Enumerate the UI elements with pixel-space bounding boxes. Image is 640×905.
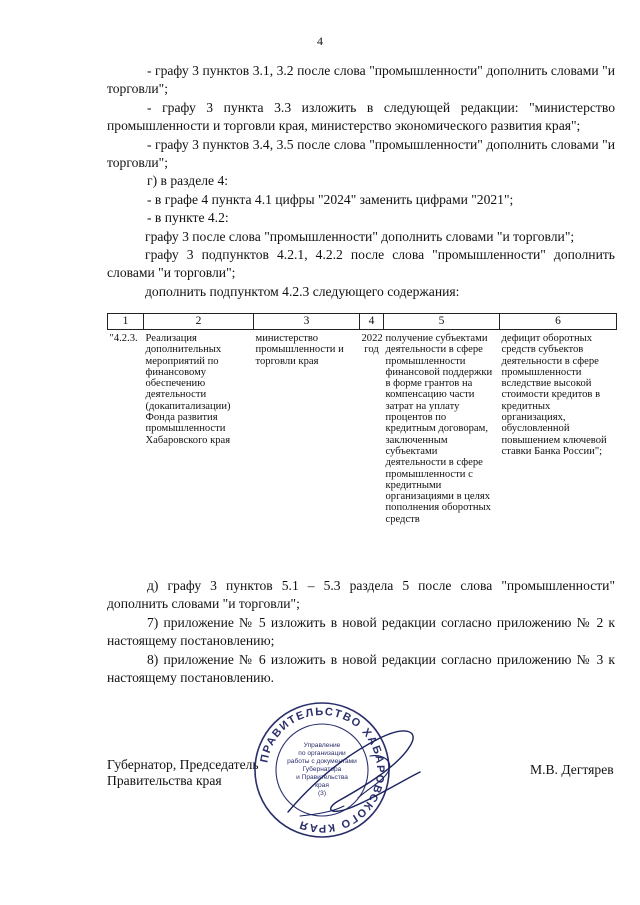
- paragraph-1: - графу 3 пунктов 3.1, 3.2 после слова "промышленности" дополнить словами "и торговли";: [107, 63, 615, 97]
- seal-center-line: края: [315, 782, 329, 789]
- table-header-cell: 3: [254, 314, 360, 330]
- table-cell-year: 2022 год: [361, 333, 383, 356]
- paragraph-6: - в пункте 4.2:: [147, 210, 229, 226]
- seal-center-line: (3): [317, 790, 327, 797]
- seal-center-line: Управление: [303, 742, 341, 749]
- seal-ring-text: ПРАВИТЕЛЬСТВО ХАБАРОВСКОГО КРАЯ: [258, 705, 387, 835]
- amendment-table: [107, 313, 617, 525]
- seal-center-line: работы с документами: [287, 758, 357, 765]
- signatory-name: М.В. Дегтярев: [530, 762, 614, 777]
- table-header-row: [108, 314, 617, 330]
- signatory-title: [107, 757, 259, 788]
- paragraph-2: - графу 3 пункта 3.3 изложить в следующей редакции: "министерство промышленности и торговли края, министерство экономического развития края";: [107, 99, 615, 134]
- handwritten-signature: [270, 716, 440, 836]
- body-text: [107, 62, 615, 301]
- paragraph-d: д) графу 3 пунктов 5.1 – 5.3 раздела 5 после слова "промышленности" дополнить словами "и торговли";: [107, 578, 615, 612]
- paragraph-4: г) в разделе 4:: [147, 173, 229, 189]
- paragraph-8: графу 3 подпунктов 4.2.1, 4.2.2 после слова "промышленности" дополнить словами "и торговли";: [107, 247, 615, 281]
- page-number: 4: [317, 34, 323, 48]
- table-header-cell: 2: [144, 314, 254, 330]
- seal-center-line: по организации: [298, 750, 346, 757]
- table-row: [108, 330, 617, 526]
- signatory-title-line-2: Правительства края: [107, 772, 222, 788]
- closing-text: [107, 577, 615, 687]
- table-cell-measure: Реализация дополнительных мероприятий по финансовому обеспечению деятельности (докапитализации) Фонда развития промышленности Хабаровского края: [145, 333, 231, 446]
- table-cell-result: получение субъектами деятельности в сфере промышленности финансовой поддержки в форме грантов на компенсацию части затрат на уплату процентов по кредитным договорам, заключенным субъектами деятельности в сфере промышленности с кредитными организациями в целях пополнения оборотных средств: [385, 333, 493, 525]
- seal-center-line: и Правительства: [296, 774, 348, 781]
- paragraph-7-item: 7) приложение № 5 изложить в новой редакции согласно приложению № 2 к настоящему постановлению;: [107, 614, 615, 649]
- table-cell-problem: дефицит оборотных средств субъектов деятельности в сфере промышленности вследствие высокой стоимости кредитов в кредитных организациях, обусловленной повышением ключевой ставки Банка России";: [501, 333, 607, 457]
- table-cell-executor: министерство промышленности и торговли края: [255, 333, 344, 367]
- paragraph-9: дополнить подпунктом 4.2.3 следующего содержания:: [145, 283, 460, 299]
- table-header-cell: 1: [108, 314, 144, 330]
- paragraph-8-item: 8) приложение № 6 изложить в новой редакции согласно приложению № 3 к настоящему постановлению.: [107, 651, 615, 686]
- paragraph-7: графу 3 после слова "промышленности" дополнить словами "и торговли";: [145, 228, 575, 244]
- table-header-cell: 4: [360, 314, 384, 330]
- table-header-cell: 5: [384, 314, 500, 330]
- table-header-cell: 6: [500, 314, 617, 330]
- paragraph-5: - в графе 4 пункта 4.1 цифры "2024" заменить цифрами "2021";: [147, 191, 514, 207]
- seal-center-line: Губернатора: [302, 766, 342, 773]
- table-cell-number: "4.2.3.: [109, 333, 138, 344]
- paragraph-3: - графу 3 пунктов 3.4, 3.5 после слова "промышленности" дополнить словами "и торговли";: [107, 136, 615, 171]
- signatory-title-line-1: Губернатор, Председатель: [107, 757, 259, 772]
